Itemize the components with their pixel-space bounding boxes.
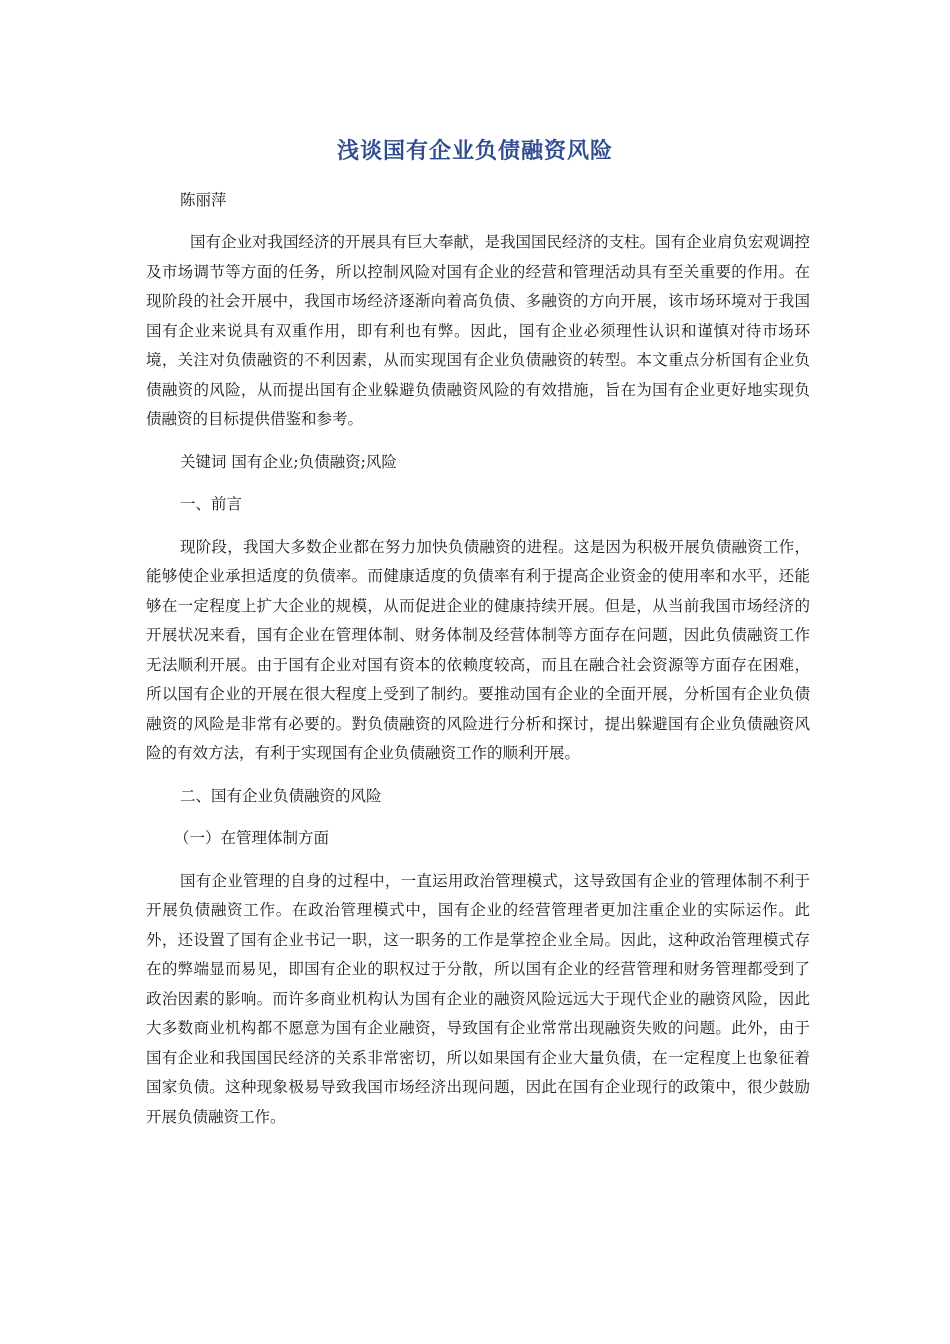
section-2-heading: 二、国有企业负债融资的风险 — [180, 786, 382, 805]
section-1-heading: 一、前言 — [180, 495, 243, 513]
article-author: 陈丽萍 — [180, 191, 227, 209]
spacer — [146, 477, 810, 490]
article-body — [146, 228, 810, 1132]
section-1-paragraph: 现阶段，我国大多数企业都在努力加快负债融资的进程。这是因为积极开展负债融资工作，能够使企业承担适度的负债率。而健康适度的负债率有利于提高企业资金的使用率和水平，还能够在一定程度上扩大企业的规模，从而促进企业的健康持续开展。但是，从当前我国市场经济的开展状况来看，国有企业在管理体制、财务体制及经营体制等方面存在问题，因此负债融资工作无法顺利开展。由于国有企业对国有资本的依赖度较高，而且在融合社会资源等方面存在困难，所以国有企业的开展在很大程度上受到了制约。要推动国有企业的全面开展，分析国有企业负债融资的风险是非常有必要的。對负债融资的风险进行分析和探讨，提出躲避国有企业负债融资风险的有效方法，有利于实现国有企业负债融资工作的顺利开展。 — [146, 537, 810, 762]
spacer — [146, 520, 810, 533]
spacer — [146, 435, 810, 448]
subsection-1-heading: （一）在管理体制方面 — [174, 829, 330, 847]
spacer — [146, 854, 810, 867]
keywords-line: 关键词 国有企业;负债融资;风险 — [180, 452, 397, 471]
subsection-1-paragraph: 国有企业管理的自身的过程中，一直运用政治管理模式，这导致国有企业的管理体制不利于开展负债融资工作。在政治管理模式中，国有企业的经营管理者更加注重企业的实际运作。此外，还设置了国有企业书记一职，这一职务的工作是掌控企业全局。因此，这种政治管理模式存在的弊端显而易见，即国有企业的职权过于分散，所以国有企业的经营管理和财务管理都受到了政治因素的影响。而许多商业机构认为国有企业的融资风险远远大于现代企业的融资风险，因此大多数商业机构都不愿意为国有企业融资，导致国有企业常常出现融资失败的问题。此外，由于国有企业和我国国民经济的关系非常密切，所以如果国有企业大量负债，在一定程度上也象征着国家负债。这种现象极易导致我国市场经济出现问题，因此在国有企业现行的政策中，很少鼓励开展负债融资工作。 — [146, 871, 810, 1126]
article-title: 浅谈国有企业负债融资风险 — [336, 139, 613, 164]
spacer — [146, 769, 810, 782]
abstract-paragraph: 国有企业对我国经济的开展具有巨大奉献，是我国国民经济的支柱。国有企业肩负宏观调控及市场调节等方面的任务，所以控制风险对国有企业的经营和管理活动具有至关重要的作用。在现阶段的社会开展中，我国市场经济逐渐向着高负债、多融资的方向开展，该市场环境对于我国国有企业来说具有双重作用，即有利也有弊。因此，国有企业必须理性认识和谨慎对待市场环境，关注对负债融资的不利因素，从而实现国有企业负债融资的转型。本文重点分析国有企业负债融资的风险，从而提出国有企业躲避负债融资风险的有效措施，旨在为国有企业更好地实现负债融资的目标提供借鉴和参考。 — [146, 233, 811, 428]
spacer — [146, 811, 810, 824]
